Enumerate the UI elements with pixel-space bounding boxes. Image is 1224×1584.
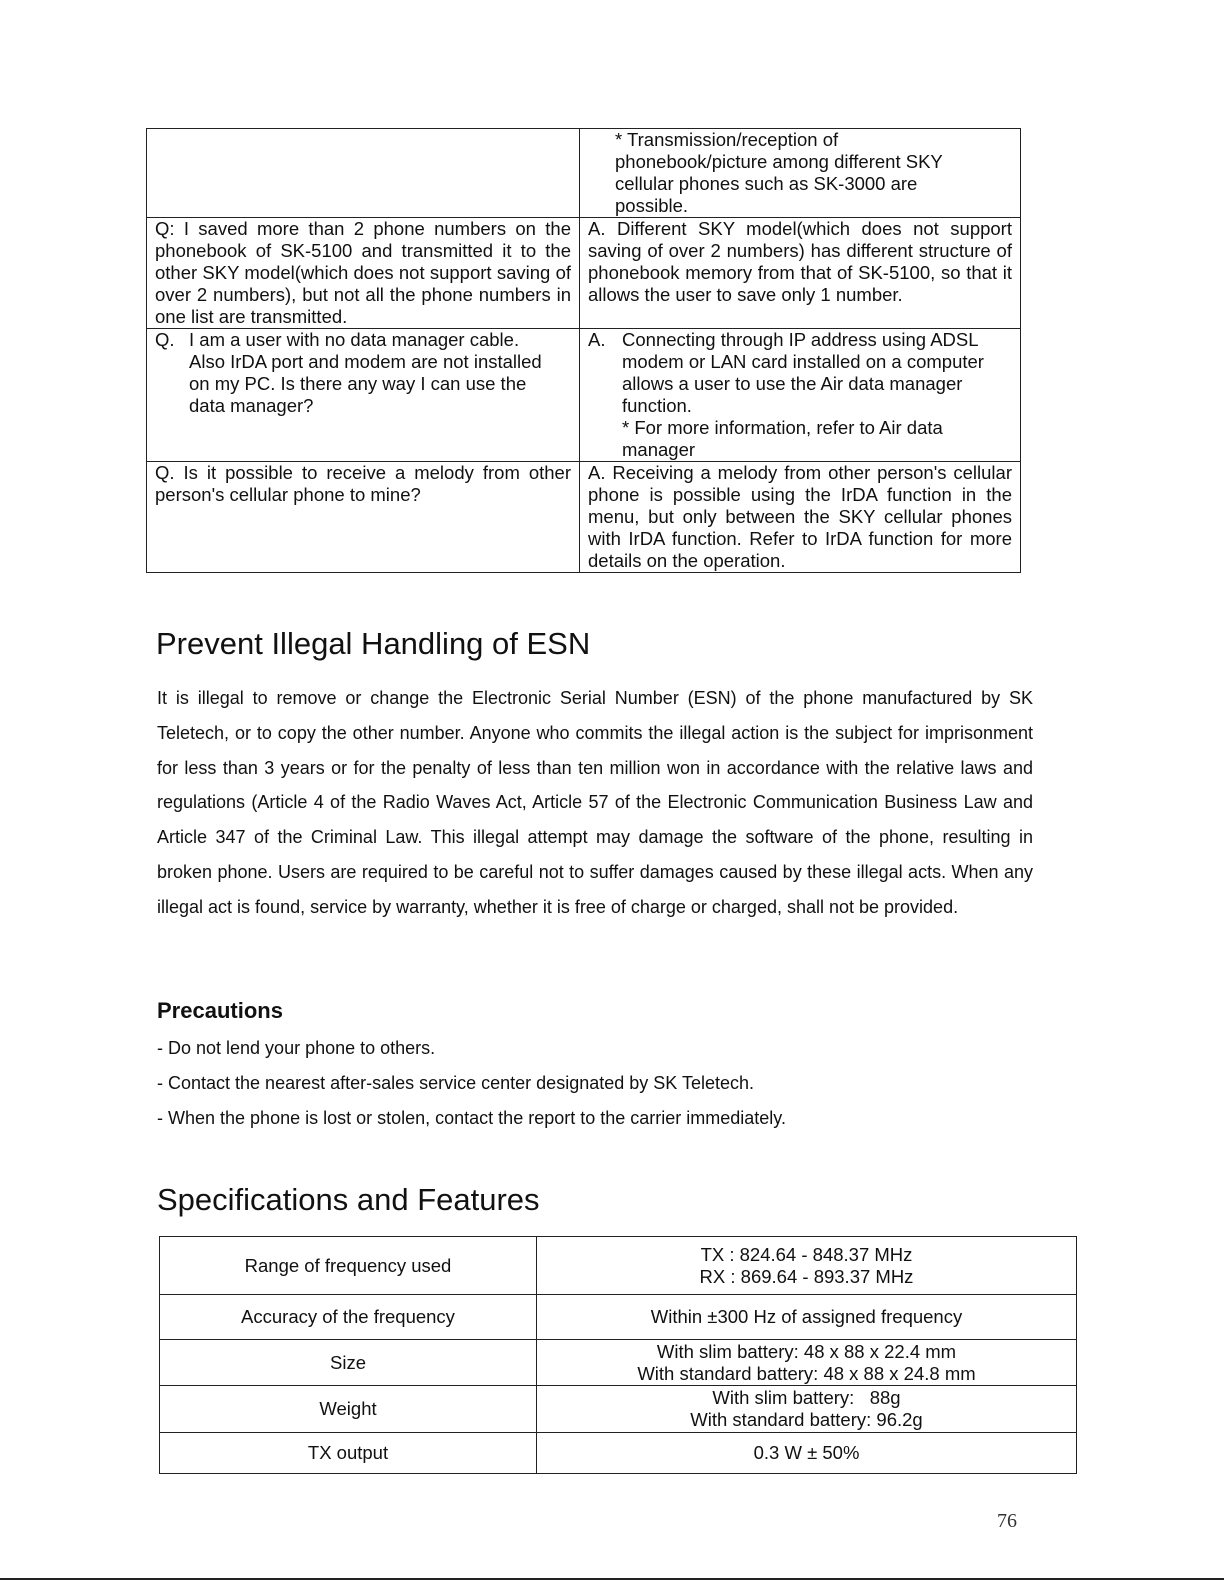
faq-answer-text: Connecting through IP address using ADSL modem or LAN card installed on a computer allows a user to use the Air data manager function. (622, 329, 984, 416)
faq-question-cell (147, 462, 580, 573)
table-row (147, 329, 1021, 462)
spec-value-line: RX : 869.64 - 893.37 MHz (699, 1265, 914, 1287)
faq-question-text: I am a user with no data manager cable. Also IrDA port and modem are not installed on my PC. Is there any way I can use the data manager? (189, 329, 542, 416)
faq-question-text: Q: I saved more than 2 phone numbers on the phonebook of SK-5100 and transmitted it to the other SKY model(which does not support saving of over 2 numbers), but not all the phone numbers in one list are transmitted. (155, 218, 571, 327)
faq-question-text: Q. Is it possible to receive a melody from other person's cellular phone to mine? (155, 462, 571, 505)
table-row (147, 462, 1021, 573)
spec-value-line: With standard battery: 96.2g (690, 1409, 923, 1430)
answer-label: A. (588, 329, 606, 350)
faq-question-cell (147, 218, 580, 329)
spec-value (537, 1340, 1077, 1386)
spec-value-line: Within ±300 Hz of assigned frequency (650, 1306, 963, 1327)
section-title-specs: Specifications and Features (157, 1182, 540, 1217)
faq-answer-line: possible. (615, 195, 689, 216)
spec-value-line: 0.3 W ± 50% (753, 1442, 860, 1463)
precautions-list (157, 1031, 786, 1135)
spec-value (537, 1237, 1077, 1295)
esn-paragraph: It is illegal to remove or change the Electronic Serial Number (ESN) of the phone manufactured by SK Teletech, or to copy the other number. Anyone who commits the illegal action is the subject for imprisonment for less than 3 years or for the penalty of less than ten million won in accordance with the relative laws and regulations (Article 4 of the Radio Waves Act, Article 57 of the Electronic Communication Business Law and Article 347 of the Criminal Law. This illegal attempt may damage the software of the phone, resulting in broken phone. Users are required to be careful not to suffer damages caused by these illegal acts. When any illegal act is found, service by warranty, whether it is free of charge or charged, shall not be provided. (157, 688, 1033, 917)
spec-label: Range of frequency used (160, 1237, 537, 1295)
spec-value-line: With standard battery: 48 x 88 x 24.8 mm (637, 1362, 976, 1384)
table-row (160, 1340, 1077, 1386)
faq-answer-cell (580, 329, 1021, 462)
spec-label: TX output (160, 1433, 537, 1474)
faq-answer-line: cellular phones such as SK-3000 are (615, 173, 918, 194)
table-row (147, 129, 1021, 218)
section-title-precautions: Precautions (157, 998, 283, 1023)
spec-label: Accuracy of the frequency (160, 1295, 537, 1340)
faq-answer-text: A. Receiving a melody from other person's cellular phone is possible using the IrDA function in the menu, but only between the SKY cellular phones with IrDA function. Refer to IrDA function for more details on the operation. (588, 462, 1012, 571)
faq-answer-line: phonebook/picture among different SKY (615, 151, 943, 172)
table-row (160, 1237, 1077, 1295)
faq-question-cell (147, 329, 580, 462)
faq-answer-cell (580, 218, 1021, 329)
page-bottom-rule (0, 1578, 1224, 1580)
list-item: - Contact the nearest after-sales service center designated by SK Teletech. (157, 1072, 754, 1093)
spec-value-line: With slim battery: 88g (712, 1387, 901, 1408)
spec-label: Size (160, 1340, 537, 1386)
faq-question-cell (147, 129, 580, 218)
spec-label: Weight (160, 1386, 537, 1433)
table-row (160, 1295, 1077, 1340)
spec-value (537, 1386, 1077, 1433)
table-row (160, 1433, 1077, 1474)
faq-answer-line: * Transmission/reception of (615, 129, 839, 150)
spec-value-line: TX : 824.64 - 848.37 MHz (700, 1243, 913, 1265)
question-label: Q. (155, 329, 175, 350)
page-number: 76 (997, 1510, 1017, 1532)
table-row (160, 1386, 1077, 1433)
section-title-esn: Prevent Illegal Handling of ESN (156, 626, 591, 661)
list-item: - When the phone is lost or stolen, contact the report to the carrier immediately. (157, 1107, 786, 1128)
spec-value (537, 1295, 1077, 1340)
list-item: - Do not lend your phone to others. (157, 1038, 436, 1058)
faq-answer-cell (580, 129, 1021, 218)
specs-table (159, 1236, 1077, 1474)
faq-answer-note: * For more information, refer to Air data manager (622, 417, 943, 460)
faq-table (146, 128, 1021, 573)
spec-value (537, 1433, 1077, 1474)
spec-value-line: With slim battery: 48 x 88 x 22.4 mm (656, 1340, 957, 1362)
faq-answer-cell (580, 462, 1021, 573)
faq-answer-text: A. Different SKY model(which does not support saving of over 2 numbers) has different structure of phonebook memory from that of SK-5100, so that it allows the user to save only 1 number. (588, 218, 1012, 305)
table-row (147, 218, 1021, 329)
